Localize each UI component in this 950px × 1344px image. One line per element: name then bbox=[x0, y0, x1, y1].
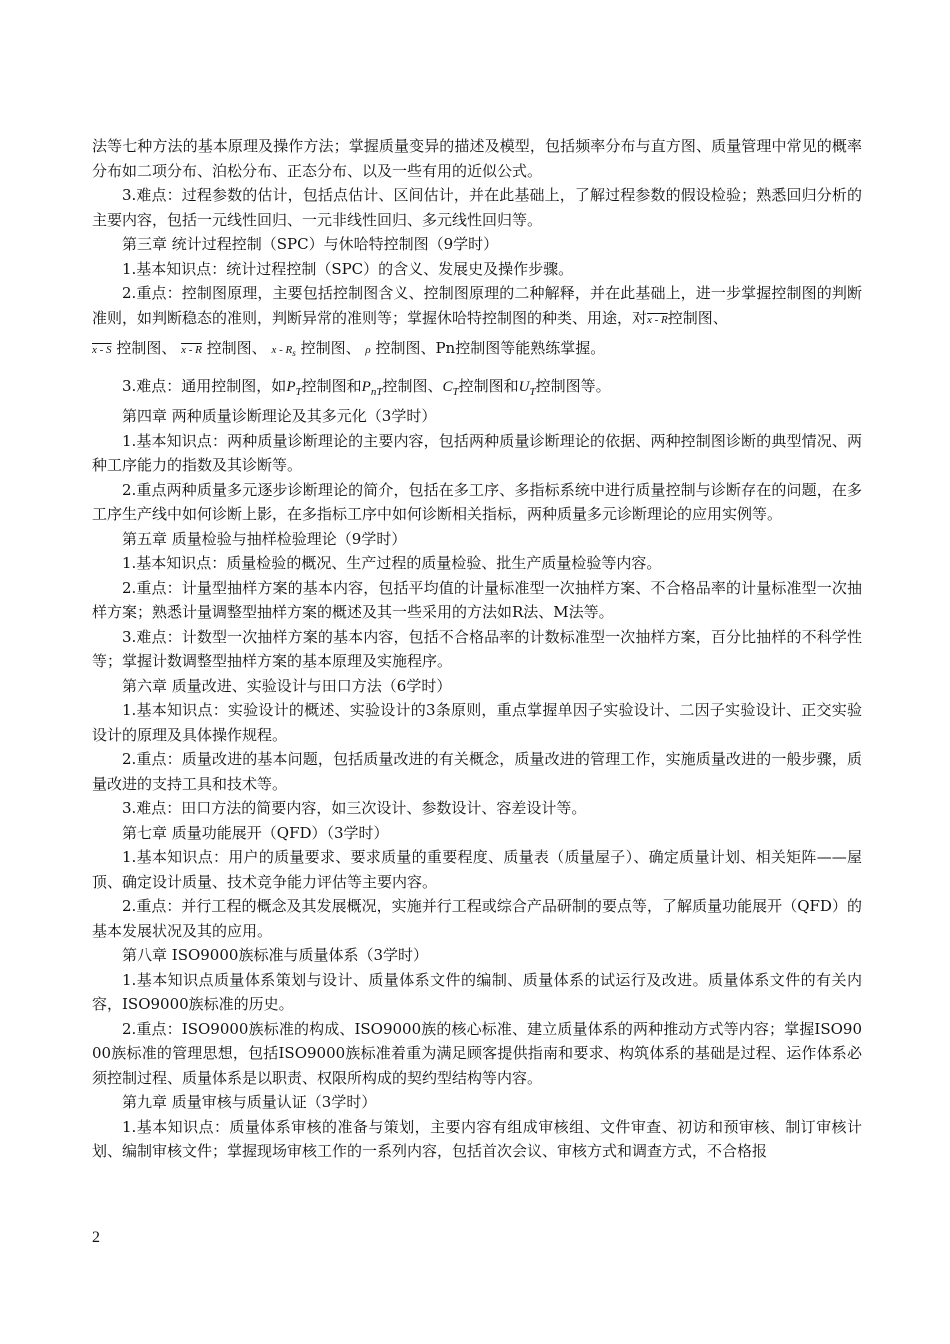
chapter-heading: 第五章 质量检验与抽样检验理论（9学时） bbox=[122, 529, 407, 548]
paragraph: 2.重点：ISO9000族标准的构成、ISO9000族的核心标准、建立质量体系的两种推动方式等内容；掌握ISO9000族标准的管理思想，包括ISO9000族标准着重为满足顾客提供指南和要求、构筑体系的基础是过程、运作体系必须控制过程、质量体系是以职责、权限所构成的契约型结构等内容。 bbox=[92, 1019, 862, 1087]
chapter-heading: 第七章 质量功能展开（QFD）（3学时） bbox=[122, 823, 389, 842]
paragraph: 2.重点：计量型抽样方案的基本内容，包括平均值的计量标准型一次抽样方案、不合格品率的计量标准型一次抽样方案；熟悉计量调整型抽样方案的概述及其一些采用的方法如R法、M法等。 bbox=[92, 578, 862, 622]
document-body bbox=[92, 134, 862, 1164]
formula: $C_T$ bbox=[442, 378, 459, 398]
paragraph bbox=[92, 281, 862, 332]
paragraph: 3.难点：过程参数的估计，包括点估计、区间估计，并在此基础上，了解过程参数的假设检验；熟悉回归分析的主要内容，包括一元线性回归、一元非线性回归、多元线性回归等。 bbox=[92, 186, 862, 229]
formula: x - S bbox=[92, 344, 112, 356]
paragraph-text: 2.重点：控制图原理，主要包括控制图含义、控制图原理的二种解释，并在此基础上，进一步掌握控制图的判断准则，如判断稳态的准则，判断异常的准则等；掌握休哈特控制图的种类、用途，对 bbox=[92, 284, 862, 327]
chapter-heading: 第八章 ISO9000族标准与质量体系（3学时） bbox=[122, 946, 428, 965]
chapter-heading: 第三章 统计过程控制（SPC）与休哈特控制图（9学时） bbox=[122, 235, 499, 253]
chapter-heading: 第九章 质量审核与质量认证（3学时） bbox=[122, 1093, 377, 1112]
paragraph: 3.难点：计数型一次抽样方案的基本内容，包括不合格品率的计数标准型一次抽样方案，百分比抽样的不科学性等；掌握计数调整型抽样方案的基本原理及实施程序。 bbox=[92, 627, 862, 671]
formula-text: 控制图、 bbox=[206, 339, 267, 357]
formula: $P_T$ bbox=[286, 378, 302, 398]
formula: x - $R_s$ bbox=[271, 344, 296, 359]
formula-text: 控制图、Pn控制图等能熟练掌握。 bbox=[375, 339, 606, 357]
paragraph: 1.基本知识点：质量体系审核的准备与策划，主要内容有组成审核组、文件审查、初访和预审核、制订审核计划、编制审核文件；掌握现场审核工作的一系列内容，包括首次会议、审核方式和调查方式，不合格报 bbox=[92, 1117, 862, 1161]
paragraph-text: 控制图和 bbox=[301, 376, 362, 395]
paragraph-text: 控制图等。 bbox=[535, 376, 611, 395]
page-number: 2 bbox=[92, 1229, 100, 1246]
paragraph: 2.重点：并行工程的概念及其发展概况，实施并行工程或综合产品研制的要点等，了解质量功能展开（QFD）的基本发展状况及其的应用。 bbox=[92, 897, 862, 940]
paragraph-text: 3.难点：通用控制图，如 bbox=[122, 376, 287, 395]
paragraph: 1.基本知识点：实验设计的概述、实验设计的3条原则，重点掌握单因子实验设计、二因子实验设计、正交实验设计的原理及具体操作规程。 bbox=[92, 701, 862, 744]
paragraph-text: 控制图和 bbox=[458, 376, 519, 395]
paragraph-text: 控制图、 bbox=[667, 308, 728, 327]
chapter-heading: 第六章 质量改进、实验设计与田口方法（6学时） bbox=[122, 676, 452, 695]
paragraph: 法等七种方法的基本原理及操作方法；掌握质量变异的描述及模型，包括频率分布与直方图、质量管理中常见的概率分布如二项分布、泊松分布、正态分布、以及一些有用的近似公式。 bbox=[92, 137, 862, 180]
paragraph-text: 控制图、 bbox=[382, 376, 443, 395]
formula: $U_T$ bbox=[518, 378, 536, 398]
paragraph bbox=[92, 374, 862, 405]
paragraph: 1.基本知识点：用户的质量要求、要求质量的重要程度、质量表（质量屋子）、确定质量计划、相关矩阵——屋顶、确定设计质量、技术竞争能力评估等主要内容。 bbox=[92, 848, 862, 891]
paragraph: 1.基本知识点：两种质量诊断理论的主要内容，包括两种质量诊断理论的依据、两种控制图诊断的典型情况、两种工序能力的指数及其诊断等。 bbox=[92, 431, 862, 475]
paragraph: 1.基本知识点质量体系策划与设计、质量体系文件的编制、质量体系的试运行及改进。质量体系文件的有关内容，ISO9000族标准的历史。 bbox=[92, 970, 862, 1014]
paragraph: 2.重点两种质量多元逐步诊断理论的简介，包括在多工序、多指标系统中进行质量控制与诊断存在的问题，在多工序生产线中如何诊断上影，在多指标工序中如何诊断相关指标，两种质量多元诊断理论的应用实例等。 bbox=[92, 480, 862, 524]
paragraph: 2.重点：质量改进的基本问题，包括质量改进的有关概念，质量改进的管理工作，实施质量改进的一般步骤，质量改进的支持工具和技术等。 bbox=[92, 750, 862, 793]
formula: ρ bbox=[365, 344, 371, 356]
paragraph: 1.基本知识点：质量检验的概况、生产过程的质量检验、批生产质量检验等内容。 bbox=[122, 554, 662, 573]
formula: x - R bbox=[647, 313, 668, 326]
formula-text: 控制图、 bbox=[116, 339, 177, 357]
chapter-heading: 第四章 两种质量诊断理论及其多元化（3学时） bbox=[122, 407, 437, 426]
paragraph: 1.基本知识点：统计过程控制（SPC）的含义、发展史及操作步骤。 bbox=[122, 259, 574, 278]
paragraph: 3.难点：田口方法的简要内容，如三次设计、参数设计、容差设计等。 bbox=[122, 799, 587, 818]
formula-line bbox=[92, 336, 862, 366]
formula: $P_{nT}$ bbox=[361, 378, 383, 398]
formula-text: 控制图、 bbox=[300, 339, 361, 357]
formula: x - R bbox=[181, 344, 202, 356]
